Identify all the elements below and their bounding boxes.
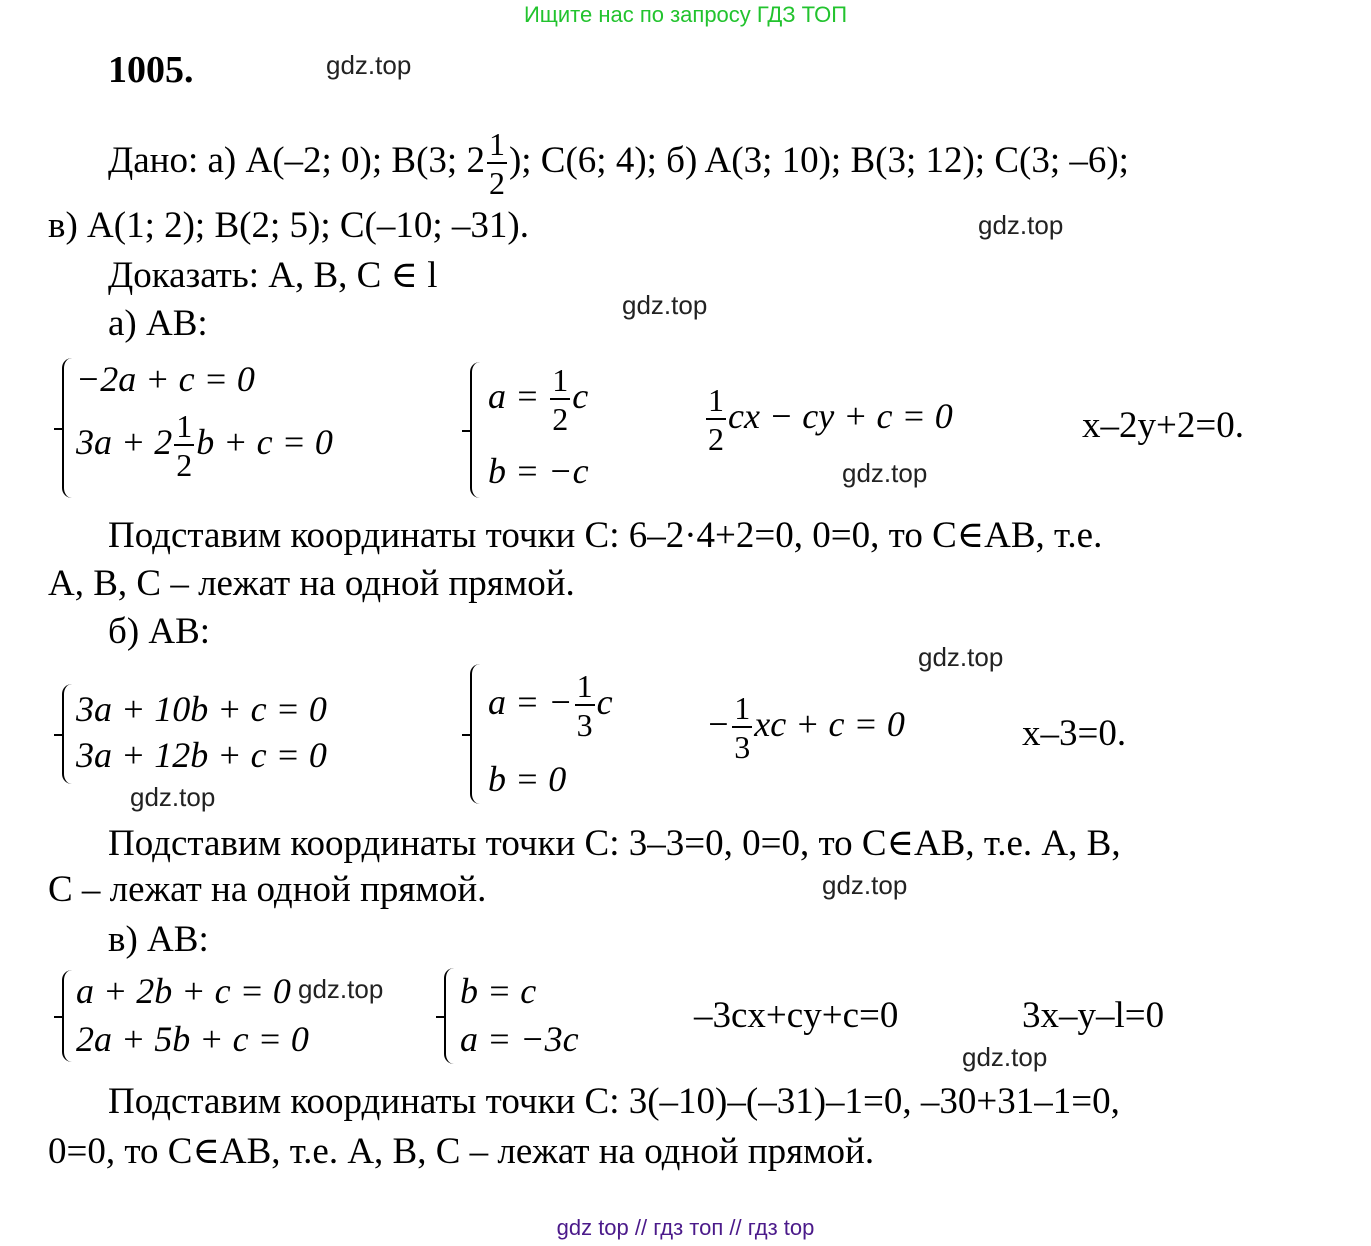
- watermark: gdz.top: [822, 870, 908, 900]
- watermark: gdz.top: [918, 642, 1004, 672]
- watermark: gdz.top: [962, 1042, 1048, 1072]
- part-c-result: 3x–y–l=0: [1022, 995, 1165, 1036]
- watermark: gdz.top: [622, 290, 708, 320]
- system-brace: [444, 968, 460, 1064]
- footer-links[interactable]: gdz top // гдз топ // гдз top: [556, 1215, 815, 1240]
- part-c-system2-eq1: b = c: [460, 971, 537, 1011]
- fraction: [706, 384, 726, 455]
- part-c-system1-eq2: 2a + 5b + c = 0: [76, 1019, 309, 1059]
- fraction-denominator: 3: [734, 729, 751, 765]
- part-b-check-line-2: C – лежат на одной прямой.: [48, 869, 487, 910]
- part-c-system1-eq1: a + 2b + c = 0: [76, 971, 291, 1011]
- eq-part: b + c = 0: [196, 421, 333, 462]
- eq-part: c: [572, 375, 589, 416]
- part-c-check-line-1: Подставим координаты точки C: 3(–10)–(–31)–1=0, –30+31–1=0,: [108, 1081, 1120, 1122]
- fraction-numerator: 1: [552, 362, 569, 398]
- part-a-line-equation: [704, 384, 953, 455]
- part-b-check-line-1: Подставим координаты точки C: 3–3=0, 0=0, то C∈AB, т.е. A, B,: [108, 823, 1121, 864]
- part-a-check-line-2: A, B, C – лежат на одной прямой.: [48, 563, 575, 604]
- fraction: [487, 128, 507, 199]
- part-b-result: x–3=0.: [1022, 713, 1127, 754]
- part-b-line-equation: [706, 692, 905, 763]
- watermark: gdz.top: [298, 974, 384, 1004]
- fraction: [550, 364, 570, 435]
- given-line-2: в) A(1; 2); B(2; 5); C(–10; –31).: [48, 205, 529, 246]
- search-banner[interactable]: Ищите нас по запросу ГДЗ ТОП: [523, 2, 848, 27]
- part-b-label: б) AB:: [108, 611, 211, 652]
- fraction-denominator: 2: [176, 447, 193, 483]
- part-a-result: x–2y+2=0.: [1082, 405, 1244, 446]
- given-line-1: [108, 128, 1129, 199]
- fraction-numerator: 1: [734, 690, 751, 726]
- part-c-system2-eq2: a = −3c: [460, 1019, 579, 1059]
- eq-part: a = −: [488, 681, 573, 722]
- eq-part: xc + c = 0: [754, 703, 905, 744]
- fraction-denominator: 2: [488, 165, 505, 201]
- part-a-system2-eq1: [488, 364, 588, 435]
- part-b-system1-eq1: 3a + 10b + c = 0: [76, 689, 327, 729]
- part-c-line-equation: –3cx+cy+c=0: [694, 995, 899, 1036]
- part-a-check-line-1: Подставим координаты точки C: 6–2·4+2=0, 0=0, то C∈AB, т.е.: [108, 515, 1103, 556]
- fraction-denominator: 3: [576, 707, 593, 743]
- part-a-system1-eq1: −2a + c = 0: [76, 359, 255, 399]
- eq-part: −: [706, 703, 731, 744]
- part-b-system1-eq2: 3a + 12b + c = 0: [76, 735, 327, 775]
- part-b-system2-eq1: [488, 670, 613, 741]
- system-brace: [470, 664, 486, 804]
- part-a-system2-eq2: b = −c: [488, 451, 589, 491]
- problem-number: 1005.: [108, 49, 194, 91]
- prove-statement: Доказать: A, B, C ∈ l: [108, 255, 438, 296]
- part-b-system2-eq2: b = 0: [488, 759, 567, 799]
- watermark: gdz.top: [326, 50, 412, 80]
- eq-part: c: [596, 681, 613, 722]
- fraction-numerator: 1: [488, 126, 505, 162]
- part-c-label: в) AB:: [108, 919, 209, 960]
- fraction: [575, 670, 595, 741]
- eq-part: cx − cy + c = 0: [728, 395, 953, 436]
- watermark: gdz.top: [842, 458, 928, 488]
- given-suffix: ); C(6; 4); б) A(3; 10); B(3; 12); C(3; –6);: [508, 139, 1129, 181]
- fraction-numerator: 1: [708, 382, 724, 418]
- fraction: [732, 692, 752, 763]
- part-a-label: а) AB:: [108, 303, 208, 344]
- given-prefix: Дано: а) A(–2; 0); B(3; 2: [108, 139, 485, 181]
- fraction: [174, 410, 194, 481]
- system-brace: [470, 362, 486, 498]
- part-c-check-line-2: 0=0, то C∈AB, т.е. A, B, C – лежат на одной прямой.: [48, 1131, 875, 1172]
- watermark: gdz.top: [978, 210, 1064, 240]
- fraction-numerator: 1: [176, 408, 193, 444]
- part-a-system1-eq2: [76, 410, 333, 481]
- watermark: gdz.top: [130, 782, 216, 812]
- fraction-denominator: 2: [552, 401, 569, 437]
- eq-part: a =: [488, 375, 549, 416]
- fraction-numerator: 1: [576, 668, 593, 704]
- fraction-denominator: 2: [708, 421, 724, 457]
- eq-part: 3a + 2: [76, 421, 173, 462]
